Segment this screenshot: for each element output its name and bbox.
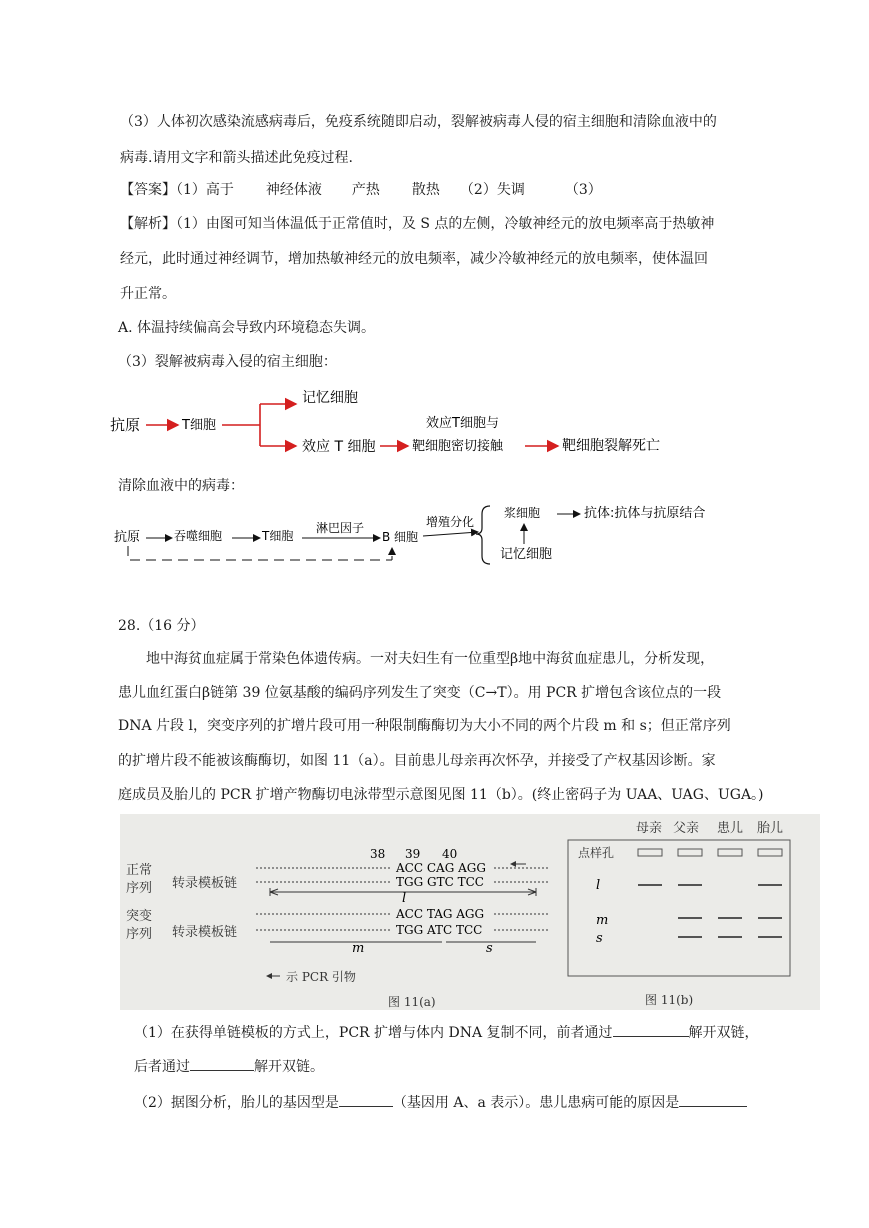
well-label: 点样孔 bbox=[578, 846, 615, 860]
analysis-line-a: A. 体温持续偏高会导致内环境稳态失调。 bbox=[118, 320, 376, 336]
analysis-line2: 经元，此时通过神经调节，增加热敏神经元的放电频率，减少冷敏神经元的放电频率，使体温回 bbox=[120, 251, 708, 267]
row-l: l bbox=[596, 878, 601, 893]
codon-number: 39 bbox=[405, 847, 421, 861]
lane-header: 母亲 bbox=[636, 821, 663, 836]
answer-item: （3） bbox=[564, 182, 602, 198]
length-l: l bbox=[402, 891, 407, 906]
q28-p1: 地中海贫血症属于常染色体遗传病。一对夫妇生有一位重型β地中海贫血症患儿，分析发现， bbox=[146, 651, 715, 667]
sub1-line2 bbox=[134, 1056, 324, 1077]
brace-icon bbox=[476, 506, 490, 564]
row-m: m bbox=[596, 913, 609, 928]
diagram1-memory: 记忆细胞 bbox=[302, 390, 358, 406]
normal-bottom-seq: TGG GTC TCC bbox=[396, 875, 484, 889]
answer-item: 神经体液 bbox=[265, 182, 322, 198]
q28-p4: 的扩增片段不能被该酶酶切，如图 11（a）。目前患儿母亲再次怀孕，并接受了产权基因诊断。家 bbox=[118, 753, 716, 769]
diagram2-lymphokine: 淋巴因子 bbox=[316, 521, 365, 535]
analysis-line3: 升正常。 bbox=[120, 286, 176, 302]
diagram1-t-cell: T细胞 bbox=[182, 418, 216, 433]
diagram2-memory: 记忆细胞 bbox=[500, 547, 553, 562]
cell-lysis-diagram bbox=[110, 380, 690, 470]
sub2-text: （2）据图分析，胎儿的基因型是 bbox=[134, 1095, 339, 1111]
mutant-top-seq: ACC TAG AGG bbox=[396, 907, 485, 921]
codon-number: 38 bbox=[370, 847, 386, 861]
sub2-line1 bbox=[134, 1092, 747, 1113]
answer-item: 散热 bbox=[411, 182, 440, 198]
diagram2-proliferate: 增殖分化 bbox=[426, 515, 475, 529]
caption-a: 图 11(a) bbox=[388, 995, 436, 1009]
diagram2-phagocyte: 吞噬细胞 bbox=[174, 529, 223, 543]
sub2-text: （基因用 A、a 表示）。患儿患病可能的原因是 bbox=[392, 1095, 680, 1111]
normal-label-2: 序列 bbox=[126, 881, 153, 896]
clear-virus-label: 清除血液中的病毒： bbox=[118, 478, 244, 494]
q3-intro-line1: （3）人体初次感染流感病毒后，免疫系统随即启动，裂解被病毒人侵的宿主细胞和清除血液中的 bbox=[120, 114, 717, 130]
sub1-text: 解开双链。 bbox=[254, 1059, 324, 1075]
diagram1-lysis: 靶细胞裂解死亡 bbox=[562, 438, 660, 454]
diagram2-t-cell: T细胞 bbox=[262, 529, 294, 543]
length-m: m bbox=[352, 941, 365, 956]
sub1-line1 bbox=[134, 1022, 759, 1043]
lane-header: 父亲 bbox=[673, 821, 700, 836]
answer-blank[interactable] bbox=[613, 1022, 689, 1037]
dashed-connector bbox=[128, 546, 392, 560]
lane-header: 胎儿 bbox=[757, 821, 784, 836]
answer-item: 产热 bbox=[351, 182, 380, 198]
arrow-icon bbox=[423, 532, 478, 536]
length-s: s bbox=[486, 941, 493, 956]
q28-p3: DNA 片段 l，突变序列的扩增片段可用一种限制酶酶切为大小不同的两个片段 m 和 s；但正常序列 bbox=[118, 718, 731, 734]
answer-item: （2）失调 bbox=[459, 182, 525, 198]
analysis-line1 bbox=[120, 214, 714, 234]
q28-p5: 庭成员及胎儿的 PCR 扩增产物酶切电泳带型示意图见图 11（b）。(终止密码子为 UAA、UAG、UGA。) bbox=[118, 787, 764, 803]
caption-b: 图 11(b) bbox=[645, 993, 694, 1007]
sub1-text: （1）在获得单链模板的方式上，PCR 扩增与体内 DNA 复制不同，前者通过 bbox=[134, 1025, 613, 1041]
primer-note: 示 PCR 引物 bbox=[286, 970, 356, 984]
row-s: s bbox=[596, 931, 603, 946]
diagram1-contact-2: 靶细胞密切接触 bbox=[412, 439, 504, 454]
mutant-bottom-seq: TGG ATC TCC bbox=[396, 923, 483, 937]
normal-label-1: 正常 bbox=[126, 863, 153, 878]
diagram1-antigen: 抗原 bbox=[110, 416, 141, 434]
answer-blank[interactable] bbox=[339, 1092, 393, 1107]
diagram2-b-cell: B 细胞 bbox=[382, 530, 419, 544]
answer-item: （1）高于 bbox=[176, 182, 234, 198]
sub1-text: 解开双链， bbox=[688, 1025, 759, 1041]
analysis-line-3b: （3）裂解被病毒入侵的宿主细胞： bbox=[118, 354, 337, 370]
clear-virus-diagram bbox=[110, 500, 750, 580]
analysis-text: （1）由图可知当体温低于正常值时，及 S 点的左侧，冷敏神经元的放电频率高于热敏神 bbox=[176, 216, 715, 232]
analysis-tag: 【解析】 bbox=[120, 216, 176, 232]
template-label: 转录模板链 bbox=[172, 925, 238, 940]
q28-p2: 患儿血红蛋白β链第 39 位氨基酸的编码序列发生了突变（C→T）。用 PCR 扩增包含该位点的一段 bbox=[118, 685, 722, 701]
codon-number: 40 bbox=[442, 847, 458, 861]
q3-intro-line2: 病毒.请用文字和箭头描述此免疫过程. bbox=[120, 150, 353, 166]
figure-11 bbox=[120, 814, 820, 1010]
template-label: 转录模板链 bbox=[172, 876, 238, 891]
answer-tag: 【答案】 bbox=[120, 182, 176, 198]
answer-line bbox=[120, 180, 602, 200]
answer-blank[interactable] bbox=[190, 1056, 254, 1071]
diagram2-plasma: 浆细胞 bbox=[504, 506, 541, 520]
sub1-text: 后者通过 bbox=[134, 1059, 190, 1075]
answer-blank[interactable] bbox=[679, 1092, 747, 1107]
normal-top-seq: ACC CAG AGG bbox=[396, 861, 486, 875]
diagram1-effector-t: 效应 T 细胞 bbox=[302, 439, 376, 455]
mutant-label-2: 序列 bbox=[126, 927, 153, 942]
mutant-label-1: 突变 bbox=[126, 909, 153, 924]
diagram2-antigen: 抗原 bbox=[114, 530, 141, 545]
diagram1-contact-1: 效应T细胞与 bbox=[426, 416, 499, 431]
diagram2-antibody: 抗体:抗体与抗原结合 bbox=[584, 506, 706, 521]
q28-title: 28.（16 分） bbox=[118, 618, 205, 634]
lane-header: 患儿 bbox=[717, 821, 744, 836]
